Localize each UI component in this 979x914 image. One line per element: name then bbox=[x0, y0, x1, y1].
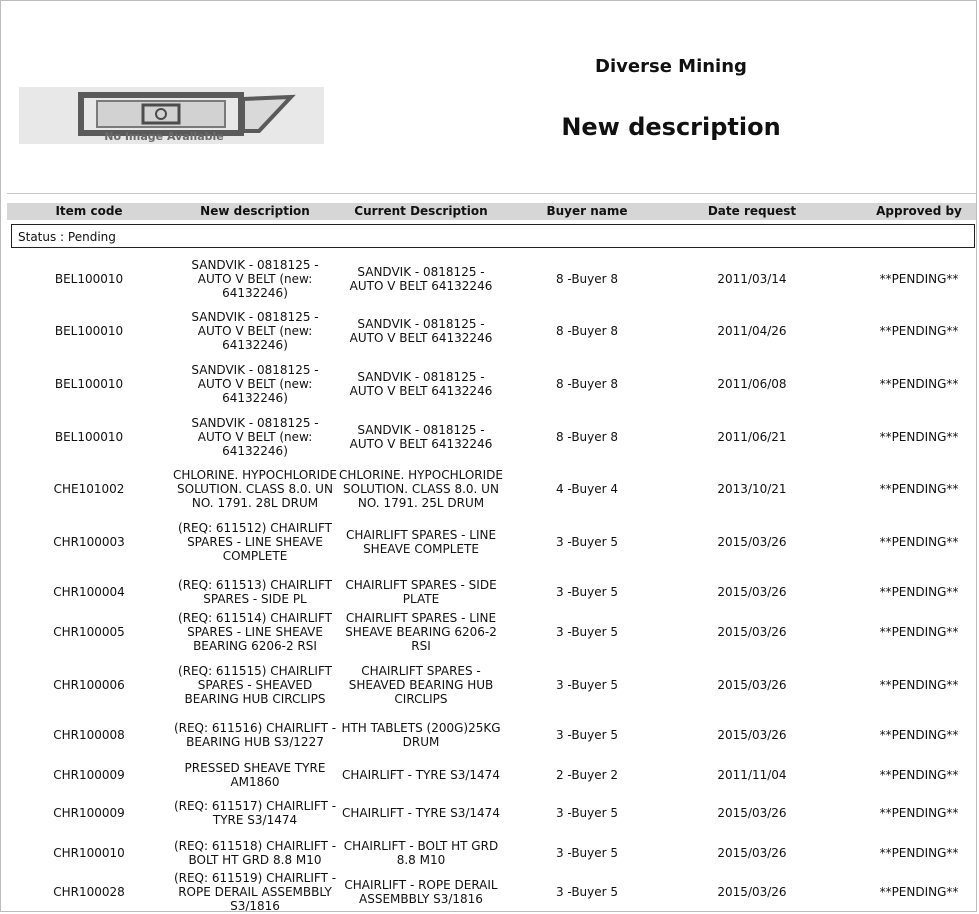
cell-item-code: CHR100004 bbox=[53, 585, 125, 599]
no-image-logo bbox=[19, 87, 324, 144]
cell-buyer-name: 8 -Buyer 8 bbox=[555, 377, 619, 391]
cell-date-request: 2015/03/26 bbox=[717, 585, 787, 599]
cell-current-description: CHAIRLIFT - TYRE S3/1474 bbox=[342, 768, 500, 782]
cell-buyer-name: 3 -Buyer 5 bbox=[555, 585, 619, 599]
cell-item-code: BEL100010 bbox=[54, 377, 124, 391]
cell-buyer-name: 8 -Buyer 8 bbox=[555, 272, 619, 286]
svg-text:No Image Available: No Image Available bbox=[104, 130, 224, 143]
no-image-icon bbox=[19, 87, 324, 144]
cell-date-request: 2011/11/04 bbox=[717, 768, 787, 782]
cell-approved-by: **PENDING** bbox=[879, 535, 959, 549]
cell-current-description: CHLORINE. HYPOCHLORIDE SOLUTION. CLASS 8.0. UN NO. 1791. 25L DRUM bbox=[338, 468, 503, 510]
report-title: New description bbox=[561, 113, 781, 141]
cell-buyer-name: 3 -Buyer 5 bbox=[555, 535, 619, 549]
cell-current-description: CHAIRLIFT - BOLT HT GRD 8.8 M10 bbox=[343, 839, 499, 867]
cell-item-code: CHR100005 bbox=[53, 625, 125, 639]
cell-current-description: CHAIRLIFT SPARES - SIDE PLATE bbox=[345, 578, 497, 606]
column-header-approved-by: Approved by bbox=[876, 204, 962, 218]
header-divider bbox=[7, 193, 976, 194]
table-row bbox=[7, 308, 976, 354]
cell-new-description: SANDVIK - 0818125 - AUTO V BELT (new: 64132246) bbox=[191, 416, 319, 458]
cell-approved-by: **PENDING** bbox=[879, 430, 959, 444]
cell-date-request: 2015/03/26 bbox=[717, 625, 787, 639]
cell-date-request: 2011/06/21 bbox=[717, 430, 787, 444]
cell-current-description: SANDVIK - 0818125 - AUTO V BELT 64132246 bbox=[349, 265, 493, 293]
cell-current-description: HTH TABLETS (200G)25KG DRUM bbox=[341, 721, 501, 749]
cell-approved-by: **PENDING** bbox=[879, 846, 959, 860]
cell-date-request: 2015/03/26 bbox=[717, 535, 787, 549]
cell-item-code: BEL100010 bbox=[54, 430, 124, 444]
cell-date-request: 2015/03/26 bbox=[717, 846, 787, 860]
cell-new-description: (REQ: 611512) CHAIRLIFT SPARES - LINE SHEAVE COMPLETE bbox=[178, 521, 332, 563]
cell-approved-by: **PENDING** bbox=[879, 625, 959, 639]
cell-item-code: CHR100006 bbox=[53, 678, 125, 692]
cell-current-description: CHAIRLIFT SPARES - LINE SHEAVE COMPLETE bbox=[345, 528, 497, 556]
cell-current-description: CHAIRLIFT SPARES - SHEAVED BEARING HUB CIRCLIPS bbox=[348, 664, 494, 706]
cell-current-description: CHAIRLIFT - ROPE DERAIL ASSEMBBLY S3/1816 bbox=[344, 878, 498, 906]
column-header-buyer-name: Buyer name bbox=[546, 204, 628, 218]
cell-new-description: CHLORINE. HYPOCHLORIDE SOLUTION. CLASS 8.0. UN NO. 1791. 28L DRUM bbox=[172, 468, 337, 510]
cell-buyer-name: 8 -Buyer 8 bbox=[555, 430, 619, 444]
table-row bbox=[7, 662, 976, 708]
cell-new-description: (REQ: 611517) CHAIRLIFT - TYRE S3/1474 bbox=[173, 799, 337, 827]
cell-current-description: SANDVIK - 0818125 - AUTO V BELT 64132246 bbox=[349, 423, 493, 451]
table-row bbox=[7, 869, 976, 912]
cell-approved-by: **PENDING** bbox=[879, 728, 959, 742]
cell-buyer-name: 3 -Buyer 5 bbox=[555, 728, 619, 742]
cell-current-description: SANDVIK - 0818125 - AUTO V BELT 64132246 bbox=[349, 317, 493, 345]
column-header-current-description: Current Description bbox=[354, 204, 488, 218]
column-header-item-code: Item code bbox=[55, 204, 123, 218]
cell-buyer-name: 2 -Buyer 2 bbox=[555, 768, 619, 782]
cell-new-description: (REQ: 611519) CHAIRLIFT - ROPE DERAIL ASSEMBBLY S3/1816 bbox=[173, 871, 337, 912]
table-row bbox=[7, 609, 976, 655]
column-header-bar bbox=[7, 203, 976, 220]
column-header-new-description: New description bbox=[200, 204, 310, 218]
cell-buyer-name: 4 -Buyer 4 bbox=[555, 482, 619, 496]
cell-item-code: CHE101002 bbox=[53, 482, 125, 496]
table-row bbox=[7, 519, 976, 565]
cell-new-description: (REQ: 611514) CHAIRLIFT SPARES - LINE SHEAVE BEARING 6206-2 RSI bbox=[178, 611, 332, 653]
cell-new-description: (REQ: 611516) CHAIRLIFT - BEARING HUB S3/1227 bbox=[173, 721, 337, 749]
cell-item-code: CHR100003 bbox=[53, 535, 125, 549]
cell-buyer-name: 3 -Buyer 5 bbox=[555, 625, 619, 639]
table-row bbox=[7, 466, 976, 512]
cell-approved-by: **PENDING** bbox=[879, 482, 959, 496]
cell-date-request: 2015/03/26 bbox=[717, 678, 787, 692]
cell-buyer-name: 3 -Buyer 5 bbox=[555, 885, 619, 899]
cell-date-request: 2015/03/26 bbox=[717, 728, 787, 742]
cell-date-request: 2011/06/08 bbox=[717, 377, 787, 391]
company-name: Diverse Mining bbox=[595, 56, 747, 77]
cell-approved-by: **PENDING** bbox=[879, 585, 959, 599]
cell-date-request: 2011/03/14 bbox=[717, 272, 787, 286]
table-row bbox=[7, 256, 976, 302]
cell-current-description: SANDVIK - 0818125 - AUTO V BELT 64132246 bbox=[349, 370, 493, 398]
cell-approved-by: **PENDING** bbox=[879, 324, 959, 338]
cell-new-description: (REQ: 611513) CHAIRLIFT SPARES - SIDE PL bbox=[178, 578, 332, 606]
cell-new-description: SANDVIK - 0818125 - AUTO V BELT (new: 64132246) bbox=[191, 258, 319, 300]
cell-new-description: SANDVIK - 0818125 - AUTO V BELT (new: 64132246) bbox=[191, 363, 319, 405]
cell-buyer-name: 3 -Buyer 5 bbox=[555, 846, 619, 860]
cell-item-code: CHR100009 bbox=[53, 768, 125, 782]
cell-item-code: BEL100010 bbox=[54, 324, 124, 338]
cell-new-description: (REQ: 611515) CHAIRLIFT SPARES - SHEAVED BEARING HUB CIRCLIPS bbox=[178, 664, 332, 706]
cell-buyer-name: 8 -Buyer 8 bbox=[555, 324, 619, 338]
cell-new-description: SANDVIK - 0818125 - AUTO V BELT (new: 64132246) bbox=[191, 310, 319, 352]
cell-item-code: CHR100010 bbox=[53, 846, 125, 860]
cell-current-description: CHAIRLIFT - TYRE S3/1474 bbox=[342, 806, 500, 820]
cell-date-request: 2011/04/26 bbox=[717, 324, 787, 338]
cell-date-request: 2015/03/26 bbox=[717, 806, 787, 820]
table-row bbox=[7, 361, 976, 407]
status-group-header: Status : Pending bbox=[11, 224, 975, 248]
cell-current-description: CHAIRLIFT SPARES - LINE SHEAVE BEARING 6206-2 RSI bbox=[345, 611, 497, 653]
cell-date-request: 2013/10/21 bbox=[717, 482, 787, 496]
cell-approved-by: **PENDING** bbox=[879, 885, 959, 899]
cell-item-code: CHR100028 bbox=[53, 885, 125, 899]
cell-approved-by: **PENDING** bbox=[879, 768, 959, 782]
column-header-date-request: Date request bbox=[707, 204, 797, 218]
cell-new-description: PRESSED SHEAVE TYRE AM1860 bbox=[184, 761, 326, 789]
cell-item-code: CHR100008 bbox=[53, 728, 125, 742]
cell-approved-by: **PENDING** bbox=[879, 806, 959, 820]
cell-buyer-name: 3 -Buyer 5 bbox=[555, 806, 619, 820]
cell-buyer-name: 3 -Buyer 5 bbox=[555, 678, 619, 692]
cell-item-code: CHR100009 bbox=[53, 806, 125, 820]
cell-item-code: BEL100010 bbox=[54, 272, 124, 286]
cell-approved-by: **PENDING** bbox=[879, 678, 959, 692]
cell-approved-by: **PENDING** bbox=[879, 272, 959, 286]
table-row bbox=[7, 414, 976, 460]
cell-approved-by: **PENDING** bbox=[879, 377, 959, 391]
cell-new-description: (REQ: 611518) CHAIRLIFT - BOLT HT GRD 8.8 M10 bbox=[173, 839, 337, 867]
cell-date-request: 2015/03/26 bbox=[717, 885, 787, 899]
